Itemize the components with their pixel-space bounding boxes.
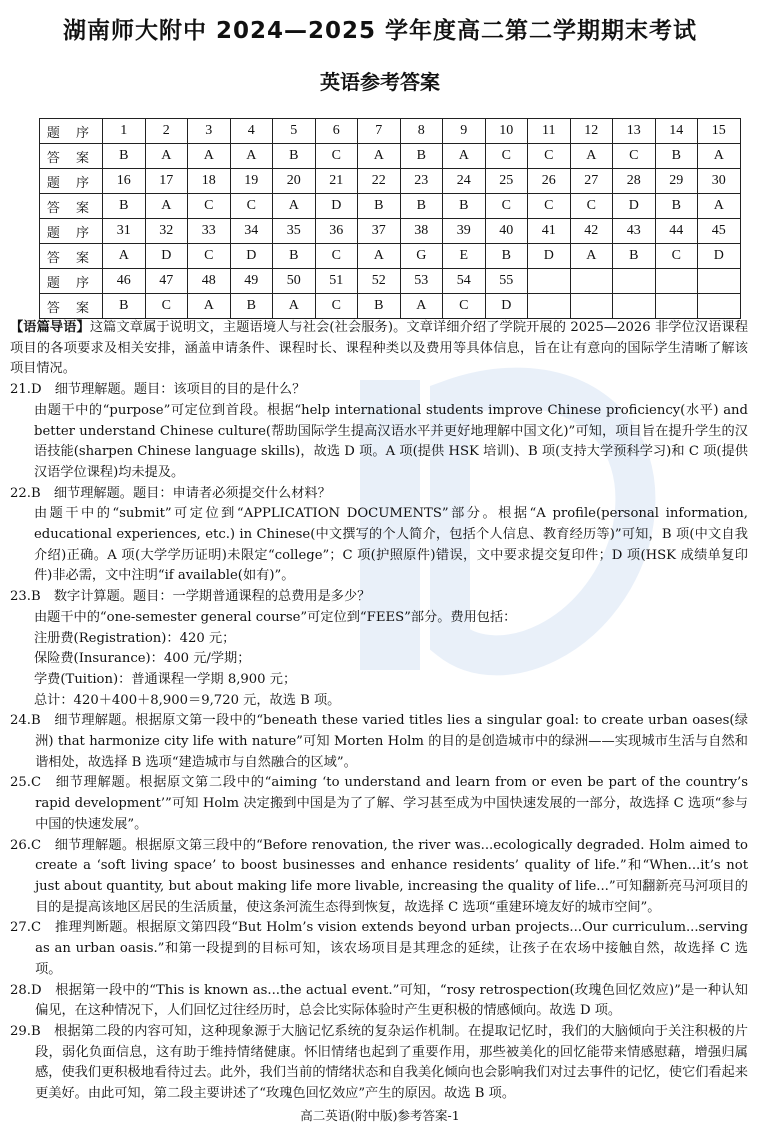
- explanation-item: [10, 918, 748, 980]
- explanation-item: [10, 484, 748, 588]
- answer-cell: C: [315, 244, 358, 269]
- question-number-cell: 7: [358, 119, 401, 144]
- answer-cell: A: [273, 294, 316, 319]
- answer-cell: B: [400, 144, 443, 169]
- explanation-item: [10, 711, 748, 773]
- answer-cell: [528, 294, 571, 319]
- question-number-cell: 27: [570, 169, 613, 194]
- answer-cell: A: [145, 144, 188, 169]
- answer-cell: C: [613, 144, 656, 169]
- answer-row: [40, 294, 741, 319]
- question-number-cell: 10: [485, 119, 528, 144]
- explanation-line: 由题干中的“purpose”可定位到首段。根据“help international students improve Chinese proficiency(水平) and better understand Chinese culture(帮助国际学生提高汉语水平并更好地理解中国文化)”可知，项目旨在提升学生的汉语技能(sharpen Chinese language skills)，故选 D 项。A 项(提供 HSK 培训)、B 项(支持大学预科学习)和 C 项(提供汉语学位课程)均未提及。: [34, 402, 748, 480]
- answer-cell: A: [358, 244, 401, 269]
- question-row: [40, 119, 741, 144]
- question-number-cell: 4: [230, 119, 273, 144]
- question-number-cell: 25: [485, 169, 528, 194]
- question-number-cell: 40: [485, 219, 528, 244]
- question-number-cell: 9: [443, 119, 486, 144]
- question-number-cell: 33: [188, 219, 231, 244]
- answer-cell: B: [358, 194, 401, 219]
- question-row: [40, 269, 741, 294]
- question-number-cell: 18: [188, 169, 231, 194]
- explanation-heading: 21.D 细节理解题。题目：该项目的目的是什么？: [10, 382, 306, 398]
- answer-cell: A: [570, 244, 613, 269]
- question-header: 题 序: [40, 269, 103, 294]
- answer-cell: C: [230, 194, 273, 219]
- explanation-item: [10, 380, 748, 484]
- question-number-cell: 36: [315, 219, 358, 244]
- question-number-cell: 24: [443, 169, 486, 194]
- page-subtitle: 英语参考答案: [320, 70, 440, 94]
- answer-cell: [570, 294, 613, 319]
- question-number-cell: 11: [528, 119, 571, 144]
- question-number-cell: 45: [698, 219, 741, 244]
- answer-cell: A: [188, 294, 231, 319]
- answer-cell: B: [273, 244, 316, 269]
- question-number-cell: 16: [103, 169, 146, 194]
- question-number-cell: 51: [315, 269, 358, 294]
- answer-cell: B: [613, 244, 656, 269]
- answer-cell: B: [655, 194, 698, 219]
- answer-cell: C: [528, 144, 571, 169]
- explanation-line: 由题干中的“submit”可定位到“APPLICATION DOCUMENTS”部分。根据“A profile(personal information, educational experiences, etc.) in Chinese(中文撰写的个人简介，包括个人信息、教育经历等)”可知，B 项(中文自我介绍)正确。A 项(大学学历证明)未限定“college”；C 项(护照原件)错误，文中要求提交复印件；D 项(HSK 成绩单复印件)非必需，文中注明“if available(如有)”。: [34, 506, 748, 584]
- answer-cell: E: [443, 244, 486, 269]
- answer-cell: C: [570, 194, 613, 219]
- answer-row: [40, 244, 741, 269]
- explanation-line: 保险费(Insurance)：400 元/学期；: [34, 651, 251, 667]
- explanation-heading: 28.D 根据第一段中的“This is known as...the actual event.”可知，“rosy retrospection(玫瑰色回忆效应)”是一种认知偏见，在这种情况下，人们回忆过往经历时，总会比实际体验时产生更积极的情感倾向。故选 D 项。: [10, 982, 748, 1019]
- explanation-item: [10, 587, 748, 711]
- question-number-cell: 54: [443, 269, 486, 294]
- question-number-cell: 19: [230, 169, 273, 194]
- answer-cell: C: [528, 194, 571, 219]
- answer-cell: C: [315, 294, 358, 319]
- intro-label: 【语篇导语】: [10, 320, 90, 335]
- explanation-line: 由题干中的“one-semester general course”可定位到“FEES”部分。费用包括：: [34, 609, 517, 625]
- answer-cell: A: [698, 144, 741, 169]
- answer-header: 答 案: [40, 194, 103, 219]
- question-number-cell: 42: [570, 219, 613, 244]
- answer-cell: G: [400, 244, 443, 269]
- answer-cell: A: [273, 194, 316, 219]
- explanation-heading: 22.B 细节理解题。题目：申请者必须提交什么材料？: [10, 485, 331, 501]
- answer-explanations: [10, 318, 748, 1105]
- answer-cell: B: [103, 194, 146, 219]
- question-number-cell: 6: [315, 119, 358, 144]
- explanation-line: 总计：420＋400＋8,900＝9,720 元，故选 B 项。: [34, 692, 341, 708]
- explanation-line: 注册费(Registration)：420 元；: [34, 630, 236, 646]
- question-number-cell: 13: [613, 119, 656, 144]
- intro-text: 这篇文章属于说明文，主题语境人与社会(社会服务)。文章详细介绍了学院开展的 2025—2026 非学位汉语课程项目的各项要求及相关安排，涵盖申请条件、课程时长、课程种类以及费用等具体信息，旨在让有意向的国际学生清晰了解该项目情况。: [10, 320, 749, 377]
- explanation-heading: 24.B 细节理解题。根据原文第一段中的“beneath these varied titles lies a singular goal: to create urban oases(绿洲) that harmonize city life with nature”可知 Morten Holm 的目的是创造城市中的绿洲——实现城市生活与自然和谐相处，故选择 B 选项“建造城市与自然融合的区域”。: [10, 713, 748, 770]
- answer-cell: C: [188, 244, 231, 269]
- answer-cell: D: [528, 244, 571, 269]
- question-number-cell: 23: [400, 169, 443, 194]
- answer-header: 答 案: [40, 294, 103, 319]
- answer-cell: A: [443, 144, 486, 169]
- answer-cell: A: [230, 144, 273, 169]
- explanation-heading: 26.C 细节理解题。根据原文第三段中的“Before renovation, the river was...ecologically degraded. Holm aimed to create a ‘soft living space’ to boost businesses and enhance residents’ quality of life.”和“When...it’s not just about quantity, but about making life more livable, increasing the quality of life...”可知翻新亮马河项目的目的是提高该地区居民的生活质量，使这条河流生态得到恢复，故选择 C 选项“重建环境友好的城市空间”。: [10, 837, 748, 915]
- question-number-cell: 14: [655, 119, 698, 144]
- question-number-cell: 38: [400, 219, 443, 244]
- question-number-cell: [570, 269, 613, 294]
- answer-table: [39, 118, 741, 319]
- question-number-cell: 37: [358, 219, 401, 244]
- explanation-heading: 29.B 根据第二段的内容可知，这种现象源于大脑记忆系统的复杂运作机制。在提取记忆时，我们的大脑倾向于关注积极的片段，弱化负面信息，这有助于维持情绪健康。怀旧情绪也起到了重要作用，那些被美化的回忆能带来情感慰藉，增强归属感，使我们更积极地看待过去。此外，我们当前的情绪状态和自我美化倾向也会影响我们对过去事件的记忆，使它们看起来更美好。由此可知，第二段主要讲述了“玫瑰色回忆效应”产生的原因。故选 B 项。: [10, 1023, 748, 1102]
- answer-cell: B: [443, 194, 486, 219]
- question-number-cell: 31: [103, 219, 146, 244]
- answer-cell: D: [485, 294, 528, 319]
- question-number-cell: 21: [315, 169, 358, 194]
- question-row: [40, 169, 741, 194]
- answer-cell: [613, 294, 656, 319]
- page-footer: 高二英语(附中版)参考答案-1: [300, 1108, 460, 1123]
- answer-cell: [698, 294, 741, 319]
- explanation-item: [10, 836, 748, 919]
- question-number-cell: 22: [358, 169, 401, 194]
- question-number-cell: 15: [698, 119, 741, 144]
- answer-cell: A: [358, 144, 401, 169]
- answer-cell: D: [698, 244, 741, 269]
- question-row: [40, 219, 741, 244]
- question-header: 题 序: [40, 169, 103, 194]
- question-number-cell: 34: [230, 219, 273, 244]
- question-number-cell: [613, 269, 656, 294]
- question-number-cell: 2: [145, 119, 188, 144]
- question-number-cell: 28: [613, 169, 656, 194]
- explanation-item: [10, 981, 748, 1022]
- question-number-cell: 53: [400, 269, 443, 294]
- question-number-cell: 26: [528, 169, 571, 194]
- explanation-item: [10, 773, 748, 835]
- answer-row: [40, 194, 741, 219]
- answer-cell: [655, 294, 698, 319]
- page-title: 湖南师大附中 2024—2025 学年度高二第二学期期末考试: [62, 18, 698, 44]
- question-number-cell: 29: [655, 169, 698, 194]
- answer-cell: A: [188, 144, 231, 169]
- question-number-cell: [698, 269, 741, 294]
- answer-cell: D: [145, 244, 188, 269]
- question-number-cell: [528, 269, 571, 294]
- answer-cell: C: [145, 294, 188, 319]
- answer-cell: C: [485, 144, 528, 169]
- answer-cell: C: [188, 194, 231, 219]
- answer-cell: A: [145, 194, 188, 219]
- question-number-cell: 43: [613, 219, 656, 244]
- answer-cell: C: [655, 244, 698, 269]
- question-number-cell: 5: [273, 119, 316, 144]
- question-number-cell: [655, 269, 698, 294]
- question-number-cell: 50: [273, 269, 316, 294]
- answer-cell: B: [230, 294, 273, 319]
- answer-cell: D: [315, 194, 358, 219]
- explanation-heading: 27.C 推理判断题。根据原文第四段“But Holm’s vision extends beyond urban projects...Our curriculum...serving as an urban oasis.”和第一段提到的目标可知，该农场项目是其理念的延续，让孩子在农场中接触自然，故选择 C 选项。: [10, 920, 748, 977]
- question-number-cell: 41: [528, 219, 571, 244]
- passage-intro: [10, 318, 748, 380]
- explanation-heading: 25.C 细节理解题。根据原文第二段中的“aiming ‘to understand and learn from or even be part of the country’s rapid development’”可知 Holm 决定搬到中国是为了了解、学习甚至成为中国快速发展的一部分，故选择 C 选项“参与中国的快速发展”。: [10, 775, 748, 832]
- answer-header: 答 案: [40, 144, 103, 169]
- question-number-cell: 47: [145, 269, 188, 294]
- answer-cell: B: [103, 144, 146, 169]
- answer-cell: B: [103, 294, 146, 319]
- answer-cell: A: [400, 294, 443, 319]
- question-number-cell: 49: [230, 269, 273, 294]
- question-number-cell: 32: [145, 219, 188, 244]
- question-number-cell: 52: [358, 269, 401, 294]
- question-number-cell: 55: [485, 269, 528, 294]
- explanation-line: 学费(Tuition)：普通课程一学期 8,900 元；: [34, 671, 297, 687]
- question-header: 题 序: [40, 219, 103, 244]
- question-number-cell: 39: [443, 219, 486, 244]
- question-number-cell: 12: [570, 119, 613, 144]
- answer-cell: C: [315, 144, 358, 169]
- answer-cell: C: [443, 294, 486, 319]
- question-number-cell: 1: [103, 119, 146, 144]
- question-header: 题 序: [40, 119, 103, 144]
- answer-cell: A: [103, 244, 146, 269]
- question-number-cell: 35: [273, 219, 316, 244]
- question-number-cell: 44: [655, 219, 698, 244]
- answer-cell: B: [655, 144, 698, 169]
- answer-cell: B: [273, 144, 316, 169]
- answer-cell: D: [613, 194, 656, 219]
- question-number-cell: 8: [400, 119, 443, 144]
- question-number-cell: 3: [188, 119, 231, 144]
- answer-row: [40, 144, 741, 169]
- answer-cell: B: [400, 194, 443, 219]
- question-number-cell: 48: [188, 269, 231, 294]
- answer-header: 答 案: [40, 244, 103, 269]
- question-number-cell: 30: [698, 169, 741, 194]
- answer-cell: B: [358, 294, 401, 319]
- answer-cell: C: [485, 194, 528, 219]
- question-number-cell: 20: [273, 169, 316, 194]
- question-number-cell: 17: [145, 169, 188, 194]
- answer-cell: B: [485, 244, 528, 269]
- question-number-cell: 46: [103, 269, 146, 294]
- explanation-heading: 23.B 数字计算题。题目：一学期普通课程的总费用是多少？: [10, 589, 371, 605]
- answer-cell: D: [230, 244, 273, 269]
- explanation-item: [10, 1022, 748, 1105]
- answer-cell: A: [698, 194, 741, 219]
- answer-cell: A: [570, 144, 613, 169]
